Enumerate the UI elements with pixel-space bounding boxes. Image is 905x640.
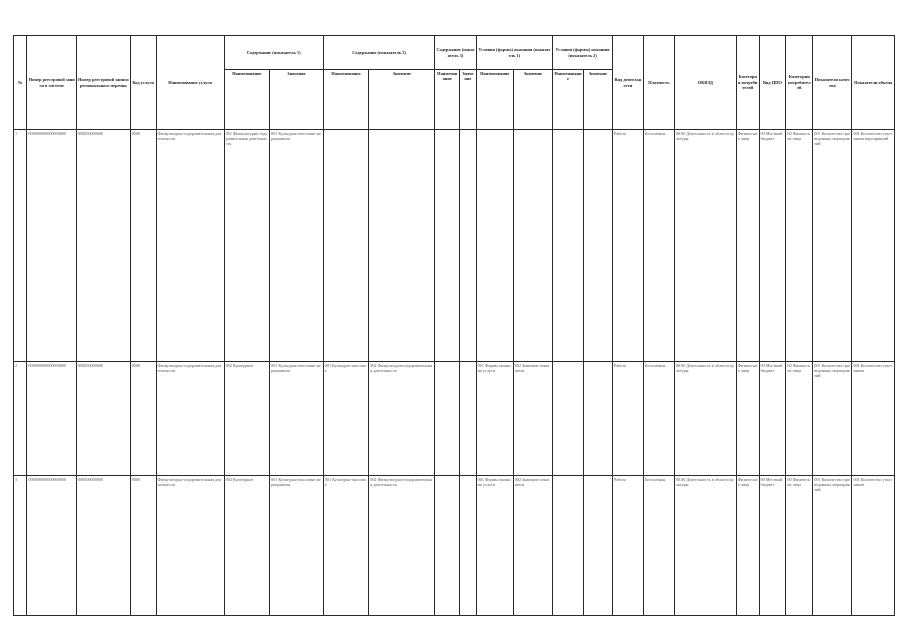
cell-cond2-value — [584, 476, 613, 616]
subheader-name: Наименование — [323, 70, 368, 130]
cell-num: 2 — [14, 362, 27, 476]
cell-unique-reg-num: 000000000000 — [76, 362, 130, 476]
cell-num: 1 — [14, 130, 27, 362]
cell-service-name: Физкультурно-оздоровительная деятельность — [156, 362, 224, 476]
header-category: Категория потребителей — [736, 36, 759, 130]
cell-sign: Бесплатная — [643, 362, 674, 476]
cell-quality: 001 Количество проведенных мероприятий — [813, 362, 852, 476]
cell-okved: 00.00 Деятельность в области культуры — [674, 476, 736, 616]
subheader-name: Наименование — [435, 70, 460, 130]
subheader-value: Значение — [369, 70, 435, 130]
header-ppo: Вид ППО — [759, 36, 786, 130]
cell-content-name: 002 Культурное — [224, 476, 269, 616]
cell-service-name: Физкультурно-оздоровительная деятельность — [156, 130, 224, 362]
header-volume: Показатели объема — [852, 36, 895, 130]
subheader-name: Наименование — [553, 70, 584, 130]
cell-quality: 001 Количество проведенных мероприятий — [813, 476, 852, 616]
cell-volume: 001 Количество участников — [852, 476, 895, 616]
subheader-value: Значение — [513, 70, 552, 130]
header-service-name: Наименование услуги — [156, 36, 224, 130]
subheader-value: Значение — [460, 70, 477, 130]
cell-quality: 001 Количество проведенных мероприятий — [813, 130, 852, 362]
cell-activity-type: Работа — [612, 130, 643, 362]
header-consumer: Категории потребителей — [786, 36, 813, 130]
cell-category: Физические лица — [736, 130, 759, 362]
cell-activity-type: Работа — [612, 476, 643, 616]
header-conditions2: Условия (формы) оказания (показатель 2) — [553, 36, 613, 70]
header-num: № — [14, 36, 27, 130]
cell-volume: 001 Количество участников — [852, 362, 895, 476]
header-unique-reg-num: Номер реестровой записи регионального перечня — [76, 36, 130, 130]
header-reg-num: Номер реестровой записи в системе — [27, 36, 77, 130]
cell-cond-value: 002 Значение показателя — [513, 362, 552, 476]
cell-service-name: Физкультурно-оздоровительная деятельность — [156, 476, 224, 616]
cell-content3-value — [460, 130, 477, 362]
cell-content-name: 002 Культурное — [224, 362, 269, 476]
cell-ppo: 00 Местный бюджет — [759, 476, 786, 616]
cell-category: Физические лица — [736, 362, 759, 476]
cell-content2-name: 001 Культурно-массовое — [323, 476, 368, 616]
cell-cond2-value — [584, 362, 613, 476]
cell-volume: 001 Количество участников мероприятий — [852, 130, 895, 362]
table-row — [14, 130, 895, 362]
subheader-value: Значение — [270, 70, 324, 130]
cell-cond-value: 002 Значение показателя — [513, 476, 552, 616]
cell-cond2-name — [553, 362, 584, 476]
subheader-name: Наименование — [476, 70, 513, 130]
cell-okved: 00.00 Деятельность в области культуры — [674, 130, 736, 362]
header-sign: Платность — [643, 36, 674, 130]
subheader-value: Значение — [584, 70, 613, 130]
cell-consumer: 00 Физические лица — [786, 130, 813, 362]
cell-content2-name — [323, 130, 368, 362]
cell-content2-name: 001 Культурно-массовое — [323, 362, 368, 476]
cell-content-value: 001 Культурно-массовые мероприятия — [270, 476, 324, 616]
cell-reg-num: 000000000000000000 — [27, 362, 77, 476]
cell-content3-value — [460, 362, 477, 476]
cell-cond-value — [513, 130, 552, 362]
cell-cond2-name — [553, 476, 584, 616]
cell-ppo: 00 Местный бюджет — [759, 130, 786, 362]
cell-service-code: 0000 — [130, 476, 156, 616]
cell-sign: Бесплатная — [643, 130, 674, 362]
cell-content3-name — [435, 476, 460, 616]
header-okved: ОКВЭД — [674, 36, 736, 130]
header-row — [14, 36, 895, 70]
cell-content-name: 001 Физкультурно-оздоровительная деятельность — [224, 130, 269, 362]
registry-table — [13, 35, 895, 616]
cell-content-value: 001 Культурно-массовые мероприятия — [270, 130, 324, 362]
cell-service-code: 0000 — [130, 362, 156, 476]
header-content3: Содержание (показатель 3) — [435, 36, 476, 70]
cell-unique-reg-num: 000000000000 — [76, 130, 130, 362]
header-conditions: Условия (формы) оказания (показатель 1) — [476, 36, 552, 70]
cell-cond2-name — [553, 130, 584, 362]
header-activity-type: Вид деятельности — [612, 36, 643, 130]
cell-sign: Бесплатная — [643, 476, 674, 616]
header-service-code: Код услуги — [130, 36, 156, 130]
subheader-name: Наименование — [224, 70, 269, 130]
cell-category: Физические лица — [736, 476, 759, 616]
table-row — [14, 362, 895, 476]
cell-content3-name — [435, 362, 460, 476]
cell-content-value: 001 Культурно-массовые мероприятия — [270, 362, 324, 476]
header-quality: Показатели качества — [813, 36, 852, 130]
table-row — [14, 476, 895, 616]
cell-content2-value: 002 Физкультурно-оздоровительная деятельность — [369, 362, 435, 476]
cell-unique-reg-num: 000000000000 — [76, 476, 130, 616]
cell-service-code: 0000 — [130, 130, 156, 362]
cell-cond2-value — [584, 130, 613, 362]
cell-cond-name: 001 Формы оказания услуги — [476, 362, 513, 476]
cell-activity-type: Работа — [612, 362, 643, 476]
header-content2: Содержание (показатель 2) — [323, 36, 435, 70]
cell-content3-value — [460, 476, 477, 616]
cell-okved: 00.00 Деятельность в области культуры — [674, 362, 736, 476]
cell-cond-name — [476, 130, 513, 362]
cell-content2-value: 002 Физкультурно-оздоровительная деятельность — [369, 476, 435, 616]
cell-reg-num: 000000000000000000 — [27, 476, 77, 616]
cell-content3-name — [435, 130, 460, 362]
header-content: Содержание (показатель 1) — [224, 36, 323, 70]
cell-reg-num: 000000000000000000 — [27, 130, 77, 362]
cell-num: 3 — [14, 476, 27, 616]
cell-content2-value — [369, 130, 435, 362]
cell-ppo: 00 Местный бюджет — [759, 362, 786, 476]
cell-consumer: 00 Физические лица — [786, 362, 813, 476]
cell-cond-name: 001 Формы оказания услуги — [476, 476, 513, 616]
cell-consumer: 00 Физические лица — [786, 476, 813, 616]
